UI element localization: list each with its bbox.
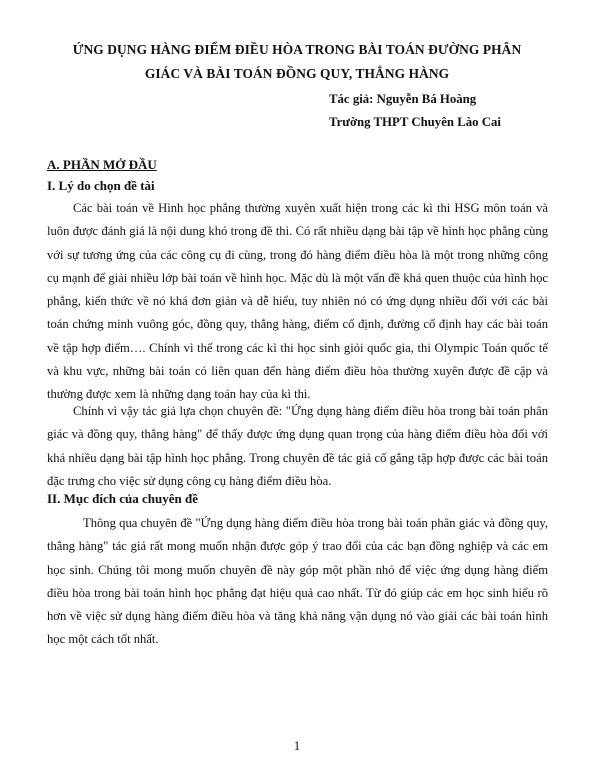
document-title-line-2: GIÁC VÀ BÀI TOÁN ĐỒNG QUY, THẲNG HÀNG <box>144 66 450 81</box>
section-1-heading: I. Lý do chọn đề tài <box>47 178 155 193</box>
section-a-heading: A. PHẦN MỞ ĐẦU <box>47 157 157 172</box>
section-1-paragraph-1: Các bài toán về Hình học phẳng thường xuyên xuất hiện trong các kì thi HSG môn toán và luôn được đánh giá là nội dung khó trong đề thi. Có rất nhiều dạng bài tập về hình học phẳng cùng với sự tương ứng của các công cụ đi cùng, trong đó hàng điểm điều hòa là một trong những công cụ mạnh để giải nhiều lớp bài toán về hình học. Mặc dù là một vấn đề khá quen thuộc của hình học phẳng, kiến thức về nó khá đơn giản và dễ hiểu, tuy nhiên nó có ứng dụng nhiều đối với các bài toán chứng minh vuông góc, đồng quy, thẳng hàng, điểm cố định, đường cố định hay các bài toán về tập hợp điểm…. Chính vì thế trong các kì thi học sinh giỏi quốc gia, thi Olympic Toán quốc tế và khu vực, những bài toán có liên quan đến hàng điểm điều hòa thường xuyên được đề cập và thường được xem là những dạng toán hay của kì thi. <box>47 201 548 402</box>
author-name: Tác giả: Nguyễn Bá Hoàng <box>329 92 477 106</box>
section-2-paragraph-1: Thông qua chuyên đề "Ứng dụng hàng điểm điều hòa trong bài toán phân giác và đồng quy, thẳng hàng" tác giả rất mong muốn nhận được góp ý trao đổi của các bạn đồng nghiệp và các em học sinh. Chúng tôi mong muốn chuyên đề này góp một phần nhỏ để việc ứng dụng hàng điểm điều hòa trong bài toán hình học phẳng đạt hiệu quả cao nhất. Từ đó giúp các em học sinh hiểu rõ hơn về việc sử dụng hàng điểm điều hòa và tăng khả năng vận dụng nó vào giải các bài toán hình học một cách tốt nhất. <box>47 516 548 647</box>
section-1-paragraph-2: Chính vì vậy tác giả lựa chọn chuyên đề: "Ứng dụng hàng điểm điều hòa trong bài toán phân giác và đồng quy, thẳng hàng" để thấy được ứng dụng quan trọng của hàng điểm điều hòa đối với khá nhiều dạng bài tập hình học phẳng. Trong chuyên đề tác giả cố gắng tập hợp được các bài toán đặc trưng cho việc sử dụng công cụ hàng điểm điều hòa. <box>47 404 548 488</box>
author-school: Trường THPT Chuyên Lào Cai <box>329 115 501 129</box>
document-title-line-1: ỨNG DỤNG HÀNG ĐIỂM ĐIỀU HÒA TRONG BÀI TOÁN ĐƯỜNG PHÂN <box>72 42 522 57</box>
section-2-heading: II. Mục đích của chuyên đề <box>47 491 198 506</box>
page-number: 1 <box>293 739 301 753</box>
